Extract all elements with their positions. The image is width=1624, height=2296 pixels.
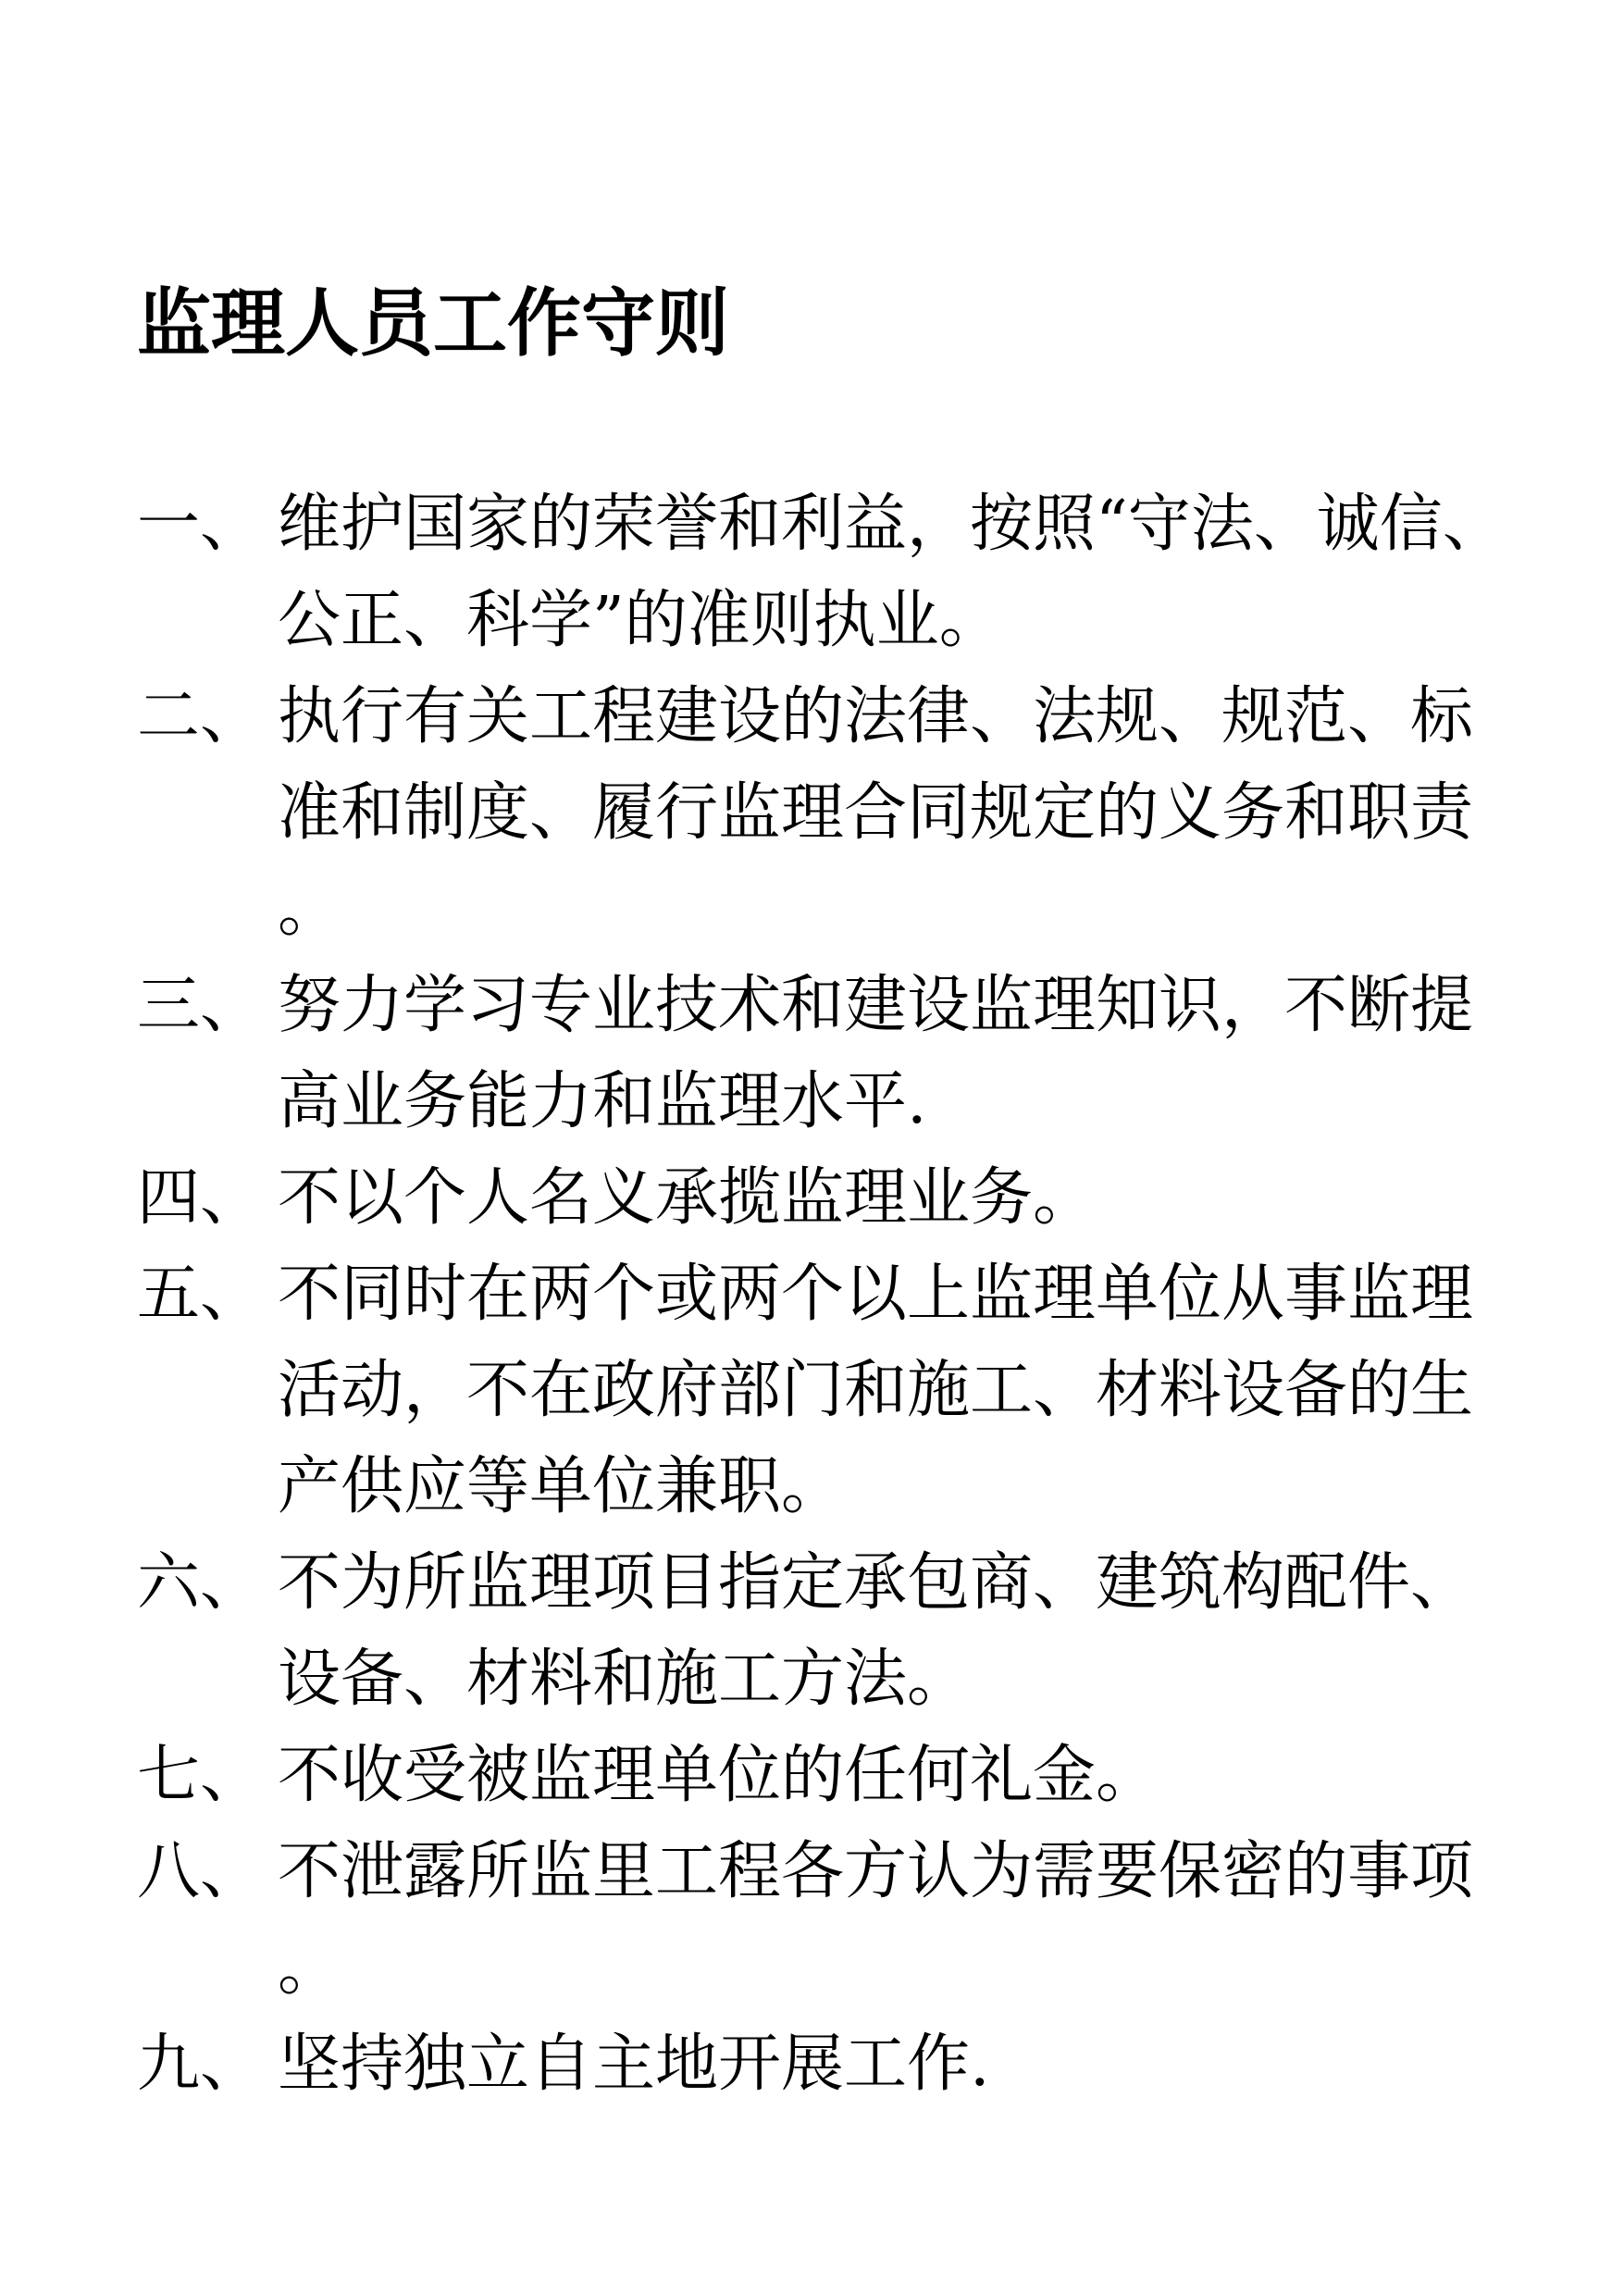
rule-text: 不以个人名义承揽监理业务。 — [278, 1161, 1097, 1235]
list-item — [137, 2017, 1506, 2113]
rule-text: 不泄露所监里工程各方认为需要保密的事项。 — [278, 1835, 1474, 2004]
rule-text: 不为所监理项目指定承包商、建筑构配件、设备、材料和施工方法。 — [278, 1546, 1474, 1716]
list-item — [137, 958, 1506, 1150]
rule-text: 执行有关工程建设的法律、法规、规范、标准和制度、履行监理合同规定的义务和职责。 — [278, 680, 1474, 946]
rules-list — [137, 477, 1506, 2113]
document-title: 监理人员工作守则 — [137, 280, 729, 366]
rule-number: 三、 — [137, 969, 264, 1042]
rule-text: 维护国家的荣誉和利益，按照“守法、诚信、公正、科学”的准则执业。 — [278, 488, 1506, 657]
rule-text: 不同时在两个或两个以上监理单位从事监理活动，不在政府部门和施工、材料设备的生产供应等单位兼职。 — [278, 1258, 1474, 1523]
rule-text: 不收受被监理单位的任何礼金。 — [278, 1739, 1159, 1812]
rule-number: 一、 — [137, 488, 264, 561]
rule-text: 努力学习专业技术和建设监理知识，不断提高业务能力和监理水平. — [278, 969, 1474, 1138]
list-item — [137, 477, 1506, 669]
rule-text: 坚持独立自主地开展工作. — [278, 2028, 990, 2101]
list-item — [137, 1824, 1506, 2017]
list-item — [137, 1535, 1506, 1728]
rule-number: 八、 — [137, 1835, 264, 1908]
list-item — [137, 669, 1506, 958]
rule-number: 九、 — [137, 2028, 264, 2101]
list-item — [137, 1728, 1506, 1824]
list-item — [137, 1150, 1506, 1247]
rule-number: 五、 — [137, 1258, 264, 1331]
rule-number: 六、 — [137, 1546, 264, 1620]
rule-number: 二、 — [137, 680, 264, 753]
list-item — [137, 1247, 1506, 1535]
rule-number: 四、 — [137, 1161, 264, 1235]
rule-number: 七、 — [137, 1739, 264, 1812]
